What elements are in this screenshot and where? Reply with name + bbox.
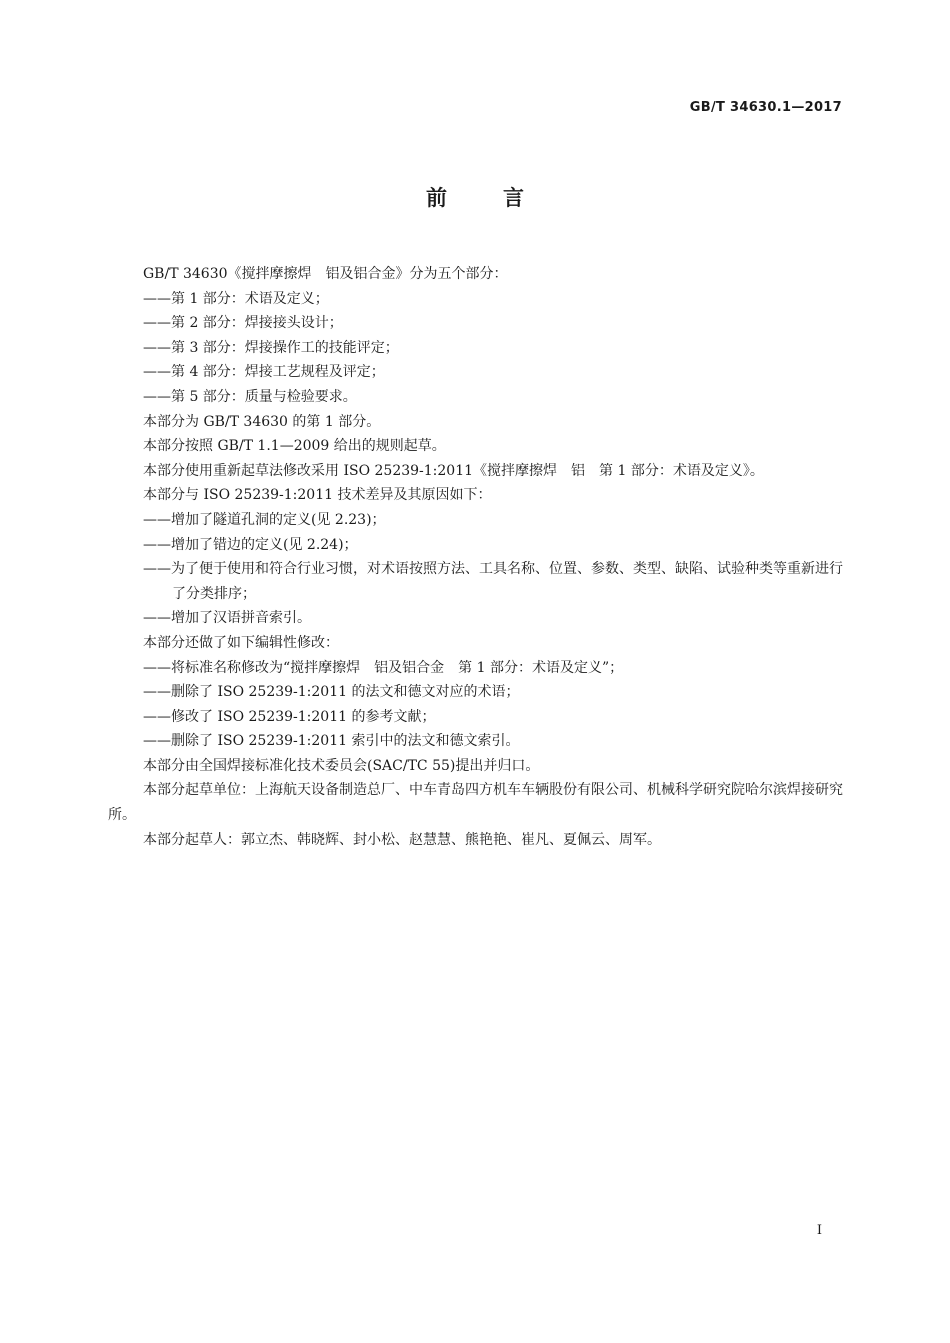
list-item: ——第 4 部分：焊接工艺规程及评定； bbox=[143, 364, 385, 381]
list-item: ——增加了错边的定义(见 2.24)； bbox=[143, 536, 358, 553]
paragraph: 本部分为 GB/T 34630 的第 1 部分。 bbox=[143, 413, 381, 430]
list-item: ——第 5 部分：质量与检验要求。 bbox=[143, 388, 357, 405]
paragraph: 本部分按照 GB/T 1.1—2009 给出的规则起草。 bbox=[143, 438, 446, 455]
list-item: ——第 2 部分：焊接接头设计； bbox=[143, 315, 343, 332]
paragraph: 本部分使用重新起草法修改采用 ISO 25239-1:2011《搅拌摩擦焊 铝 第 1 部分：术语及定义》。 bbox=[143, 462, 764, 479]
list-item: ——第 1 部分：术语及定义； bbox=[143, 290, 329, 307]
paragraph: 本部分起草单位：上海航天设备制造总厂、中车青岛四方机车车辆股份有限公司、机械科学研究院哈尔滨焊接研究所。 bbox=[108, 782, 843, 824]
list-item: ——将标准名称修改为“搅拌摩擦焊 铝及铝合金 第 1 部分：术语及定义”； bbox=[143, 659, 624, 676]
foreword-body bbox=[108, 262, 848, 852]
list-item: ——删除了 ISO 25239-1:2011 的法文和德文对应的术语； bbox=[143, 684, 520, 701]
list-item: ——增加了隧道孔洞的定义(见 2.23)； bbox=[143, 511, 386, 528]
list-item: ——第 3 部分：焊接操作工的技能评定； bbox=[143, 339, 399, 356]
page-number: I bbox=[816, 1223, 822, 1238]
paragraph: GB/T 34630《搅拌摩擦焊 铝及铝合金》分为五个部分： bbox=[143, 266, 508, 282]
list-item: ——增加了汉语拼音索引。 bbox=[143, 610, 311, 627]
paragraph: 本部分起草人：郭立杰、韩晓辉、封小松、赵慧慧、熊艳艳、崔凡、夏佩云、周军。 bbox=[143, 831, 661, 848]
paragraph: 本部分还做了如下编辑性修改： bbox=[143, 634, 339, 651]
paragraph: 本部分与 ISO 25239-1:2011 技术差异及其原因如下： bbox=[143, 487, 492, 504]
paragraph: 本部分由全国焊接标准化技术委员会(SAC/TC 55)提出并归口。 bbox=[143, 757, 540, 774]
list-item: ——为了便于使用和符合行业习惯，对术语按照方法、工具名称、位置、参数、类型、缺陷、试验种类等重新进行了分类排序； bbox=[143, 561, 843, 602]
list-item: ——修改了 ISO 25239-1:2011 的参考文献； bbox=[143, 708, 436, 725]
list-item: ——删除了 ISO 25239-1:2011 索引中的法文和德文索引。 bbox=[143, 733, 520, 750]
page-title: 前言 bbox=[426, 186, 580, 210]
standard-number: GB/T 34630.1—2017 bbox=[689, 100, 842, 115]
